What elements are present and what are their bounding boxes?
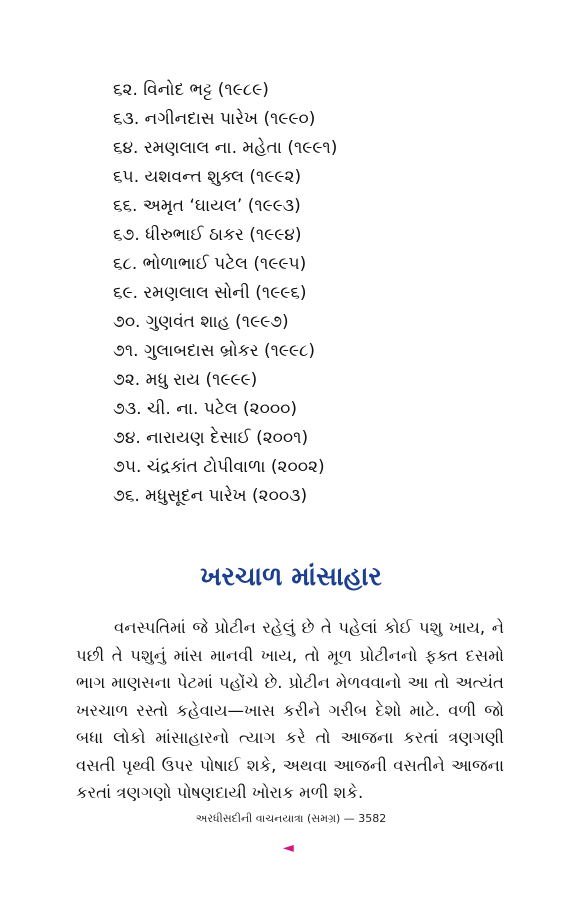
list-item: ૬૪. રમણલાલ ના. મહેતા (૧૯૯૧) — [113, 138, 338, 158]
list-item: ૬૭. ધીરુભાઈ ઠાકર (૧૯૯૪) — [113, 225, 302, 245]
list-item: ૭૩. ચી. ના. પટેલ (૨૦૦૦) — [113, 399, 297, 419]
list-item: ૬૮. ભોળાભાઈ પટેલ (૧૯૯૫) — [113, 254, 307, 274]
list-item: ૭૬. મધુસૂદન પારેખ (૨૦૦૩) — [113, 486, 308, 506]
list-item: ૬૫. યશવન્ત શુક્લ (૧૯૯૨) — [113, 167, 302, 187]
article-paragraph: વનસ્પતિમાં જે પ્રોટીન રહેલું છે તે પહેલાં કોઈ પશુ ખાય, ને પછી તે પશુનું માંસ માનવી ખાય, તો મૂળ પ્રોટીનનો ફક્ત દસમો ભાગ માણસના પેટમાં પહોંચે છે. પ્રોટીન મેળવવાનો આ તો અત્યંત ખરચાળ રસ્તો કહેવાય—ખાસ કરીને ગરીબ દેશો માટે. વળી જો બધા લોકો માંસાહારનો ત્યાગ કરે તો આજના કરતાં ત્રણગણી વસતી પૃથ્વી ઉપર પોષાઈ શકે, અથવા આજની વસતીને આજના કરતાં ત્રણગણો પોષણદાયી ખોરાક મળી શકે. — [76, 618, 504, 802]
previous-page-arrow-icon[interactable]: ◄ — [283, 840, 294, 856]
list-item: ૬૯. રમણલાલ સોની (૧૯૯૬) — [113, 283, 307, 303]
list-item: ૭૫. ચંદ્રકાંત ટોપીવાળા (૨૦૦૨) — [113, 457, 325, 477]
list-item: ૬૨. વિનોદ ભટ્ટ (૧૯૮૯) — [113, 80, 269, 100]
list-item: ૭૨. મધુ રાય (૧૯૯૯) — [113, 370, 258, 390]
page-footer: અરધીસદીની વાચનયાત્રા (સમગ્ર) — 3582 — [195, 812, 387, 825]
list-item: ૭૧. ગુલાબદાસ બ્રોકર (૧૯૯૮) — [113, 341, 316, 361]
list-item: ૬૩. નગીનદાસ પારેખ (૧૯૯૦) — [113, 109, 316, 129]
article-title: ખરચાળ માંસાહાર — [200, 562, 382, 592]
list-item: ૬૬. અમૃત ‘ઘાયલ’ (૧૯૯૩) — [113, 196, 301, 216]
list-item: ૭૦. ગુણવંત શાહ (૧૯૯૭) — [113, 312, 289, 332]
list-item: ૭૪. નારાયણ દેસાઈ (૨૦૦૧) — [113, 428, 309, 448]
article-body — [76, 614, 504, 807]
numbered-list — [113, 76, 337, 511]
